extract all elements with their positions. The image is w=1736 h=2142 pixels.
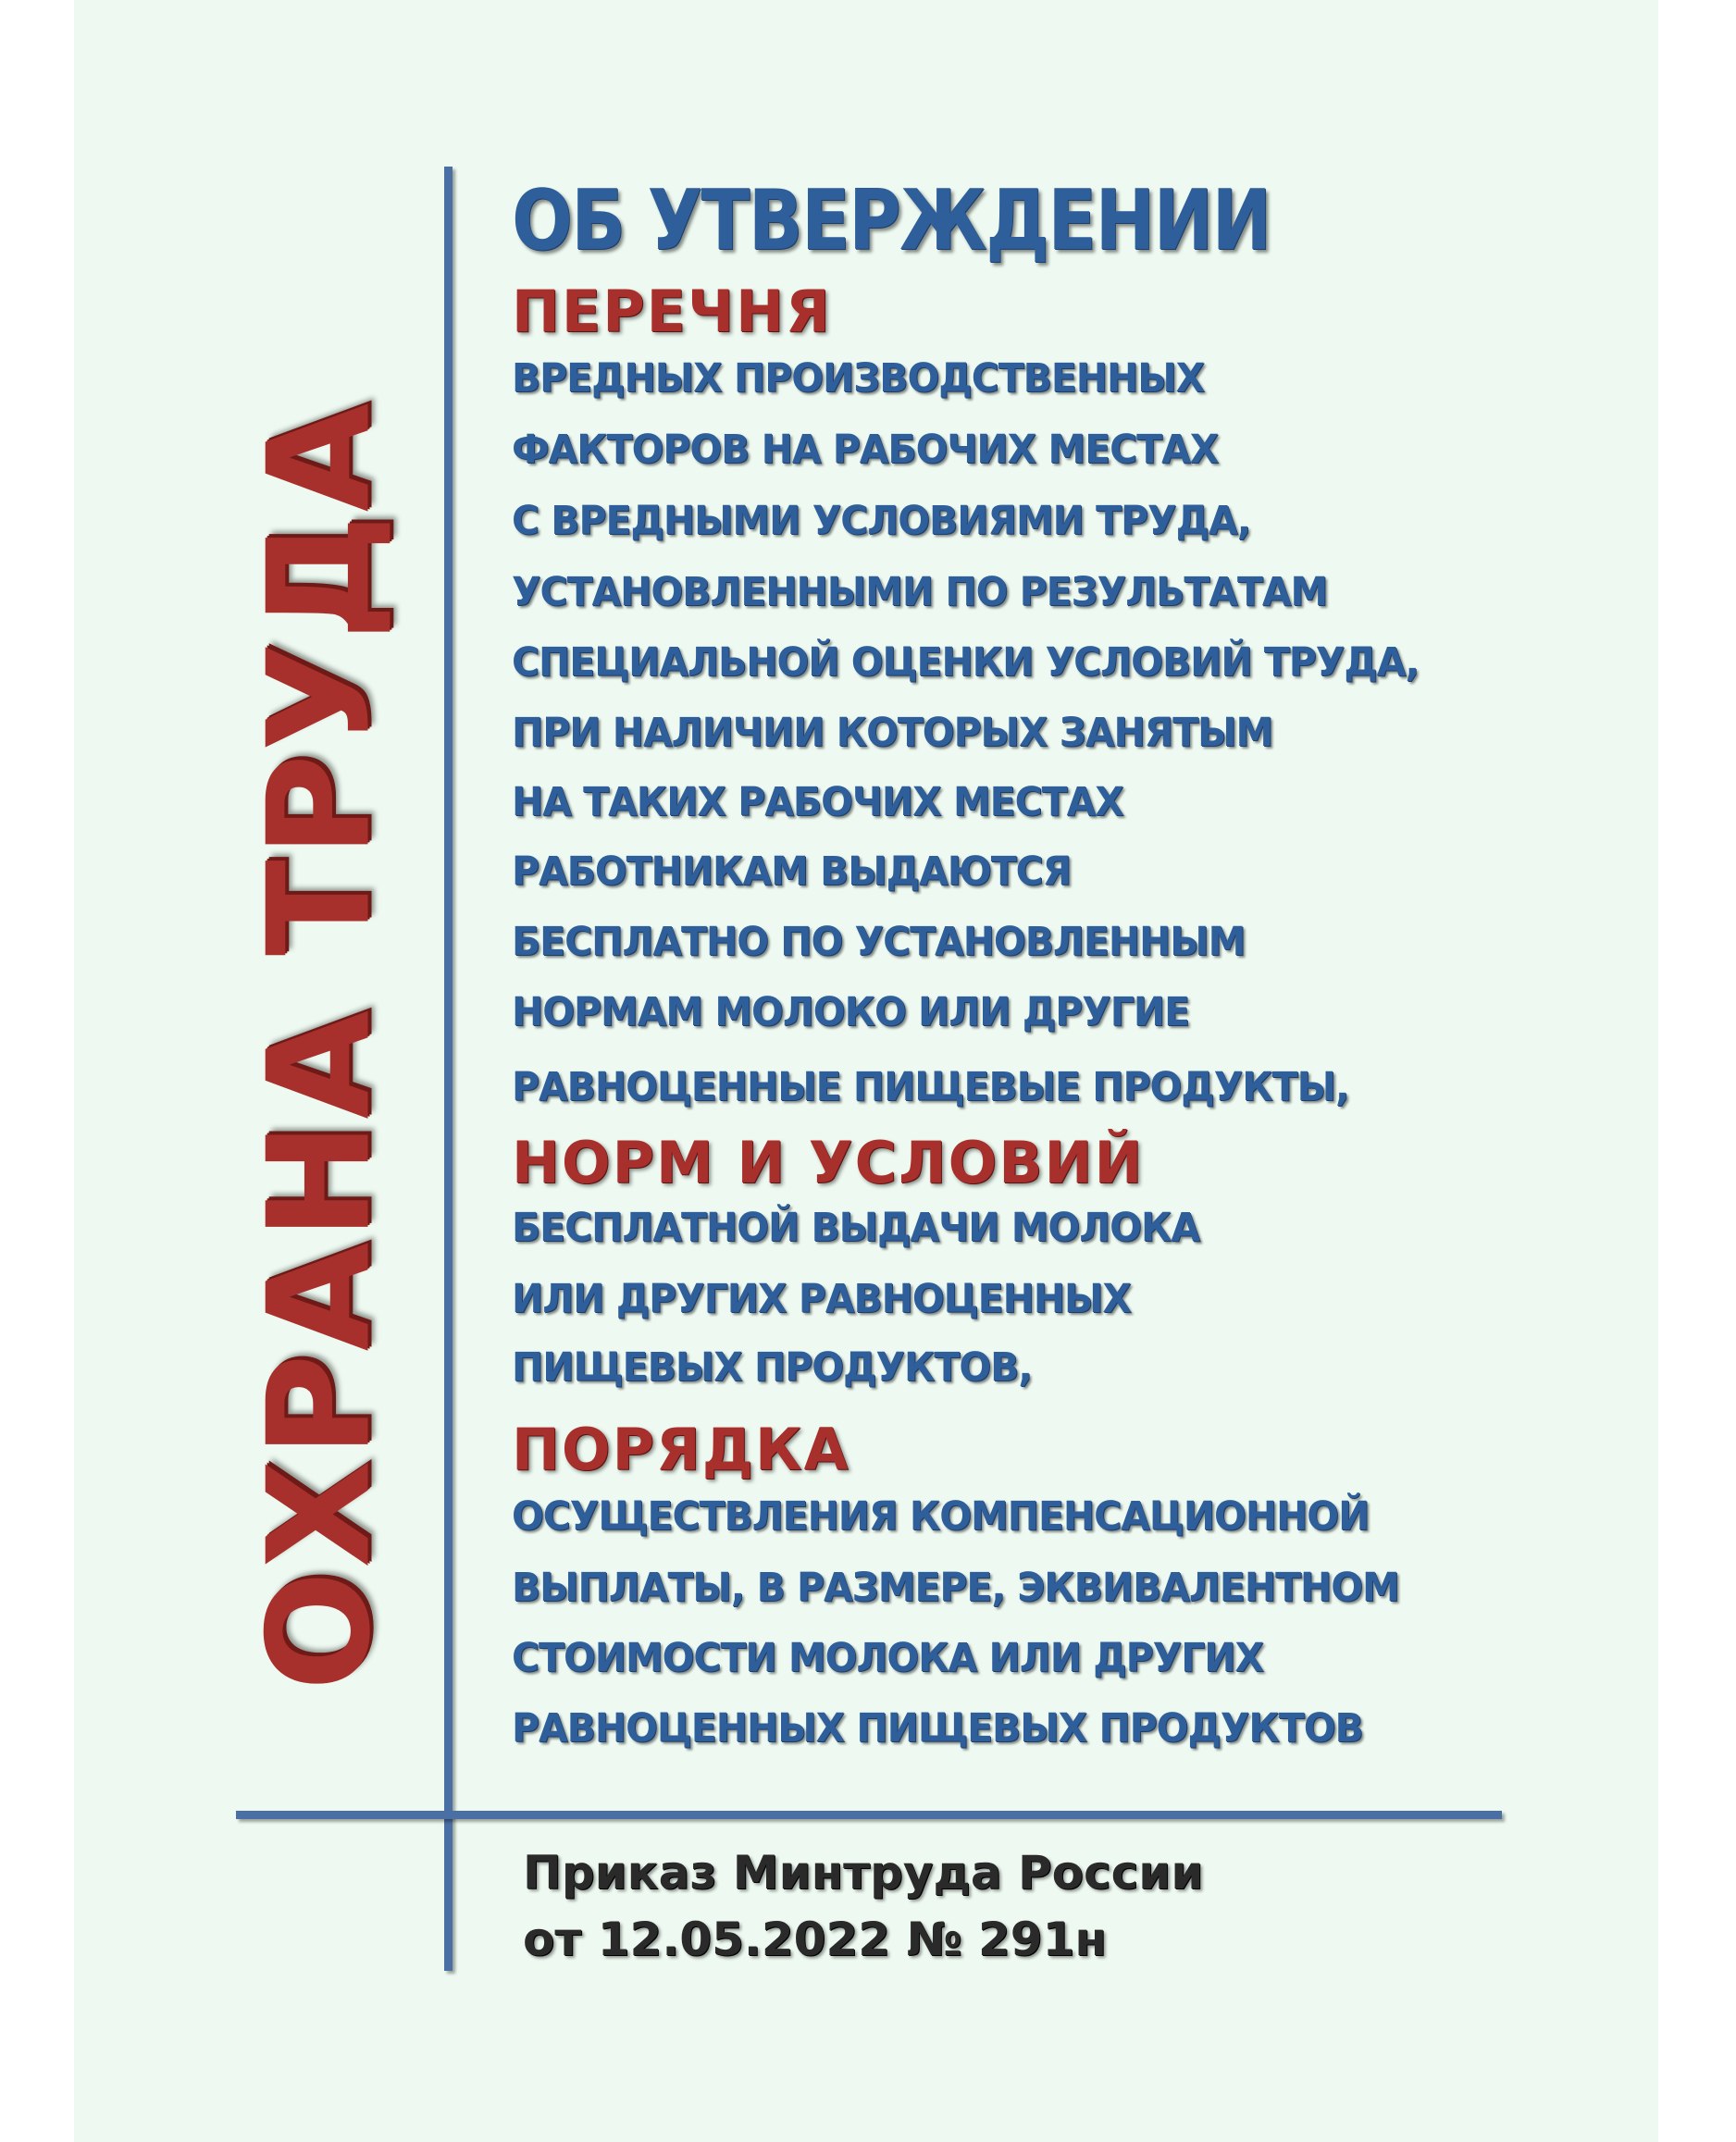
section2-line: БЕСПЛАТНОЙ ВЫДАЧИ МОЛОКА xyxy=(512,1205,1200,1251)
section1-line: БЕСПЛАТНО ПО УСТАНОВЛЕННЫМ xyxy=(512,919,1246,965)
order-date-number: от 12.05.2022 № 291н xyxy=(523,1913,1107,1966)
horizontal-rule xyxy=(236,1811,1502,1819)
section3-line: ОСУЩЕСТВЛЕНИЯ КОМПЕНСАЦИОННОЙ xyxy=(512,1493,1370,1540)
section1-line: С ВРЕДНЫМИ УСЛОВИЯМИ ТРУДА, xyxy=(512,498,1251,544)
section1-line: РАВНОЦЕННЫЕ ПИЩЕВЫЕ ПРОДУКТЫ, xyxy=(512,1064,1349,1110)
section3-line: СТОИМОСТИ МОЛОКА ИЛИ ДРУГИХ xyxy=(512,1635,1264,1681)
section2-line: ИЛИ ДРУГИХ РАВНОЦЕННЫХ xyxy=(512,1276,1131,1322)
order-title: Приказ Минтруда России xyxy=(523,1846,1204,1900)
section2-line: ПИЩЕВЫХ ПРОДУКТОВ, xyxy=(512,1344,1032,1391)
section1-line: СПЕЦИАЛЬНОЙ ОЦЕНКИ УСЛОВИЙ ТРУДА, xyxy=(512,639,1420,686)
section3-line: РАВНОЦЕННЫХ ПИЩЕВЫХ ПРОДУКТОВ xyxy=(512,1705,1363,1752)
section1-line: ВРЕДНЫХ ПРОИЗВОДСТВЕННЫХ xyxy=(512,355,1205,402)
section1-line: НОРМАМ МОЛОКО ИЛИ ДРУГИЕ xyxy=(512,989,1190,1035)
side-title: ОХРАНА ТРУДА xyxy=(237,400,402,1691)
section3-line: ВЫПЛАТЫ, В РАЗМЕРЕ, ЭКВИВАЛЕНТНОМ xyxy=(512,1565,1399,1611)
section1-line: ФАКТОРОВ НА РАБОЧИХ МЕСТАХ xyxy=(512,427,1219,473)
section1-line: УСТАНОВЛЕННЫМИ ПО РЕЗУЛЬТАТАМ xyxy=(512,569,1328,615)
section1-line: ПРИ НАЛИЧИИ КОТОРЫХ ЗАНЯТЫМ xyxy=(512,710,1273,756)
heading: ОБ УТВЕРЖДЕНИИ xyxy=(512,172,1271,269)
section-label-perechnya: ПЕРЕЧНЯ xyxy=(512,278,832,345)
section1-line: НА ТАКИХ РАБОЧИХ МЕСТАХ xyxy=(512,779,1123,825)
section1-line: РАБОТНИКАМ ВЫДАЮТСЯ xyxy=(512,848,1072,895)
section-label-poryadka: ПОРЯДКА xyxy=(512,1416,850,1483)
section-label-norm: НОРМ И УСЛОВИЙ xyxy=(512,1129,1145,1196)
vertical-rule xyxy=(444,167,453,1971)
